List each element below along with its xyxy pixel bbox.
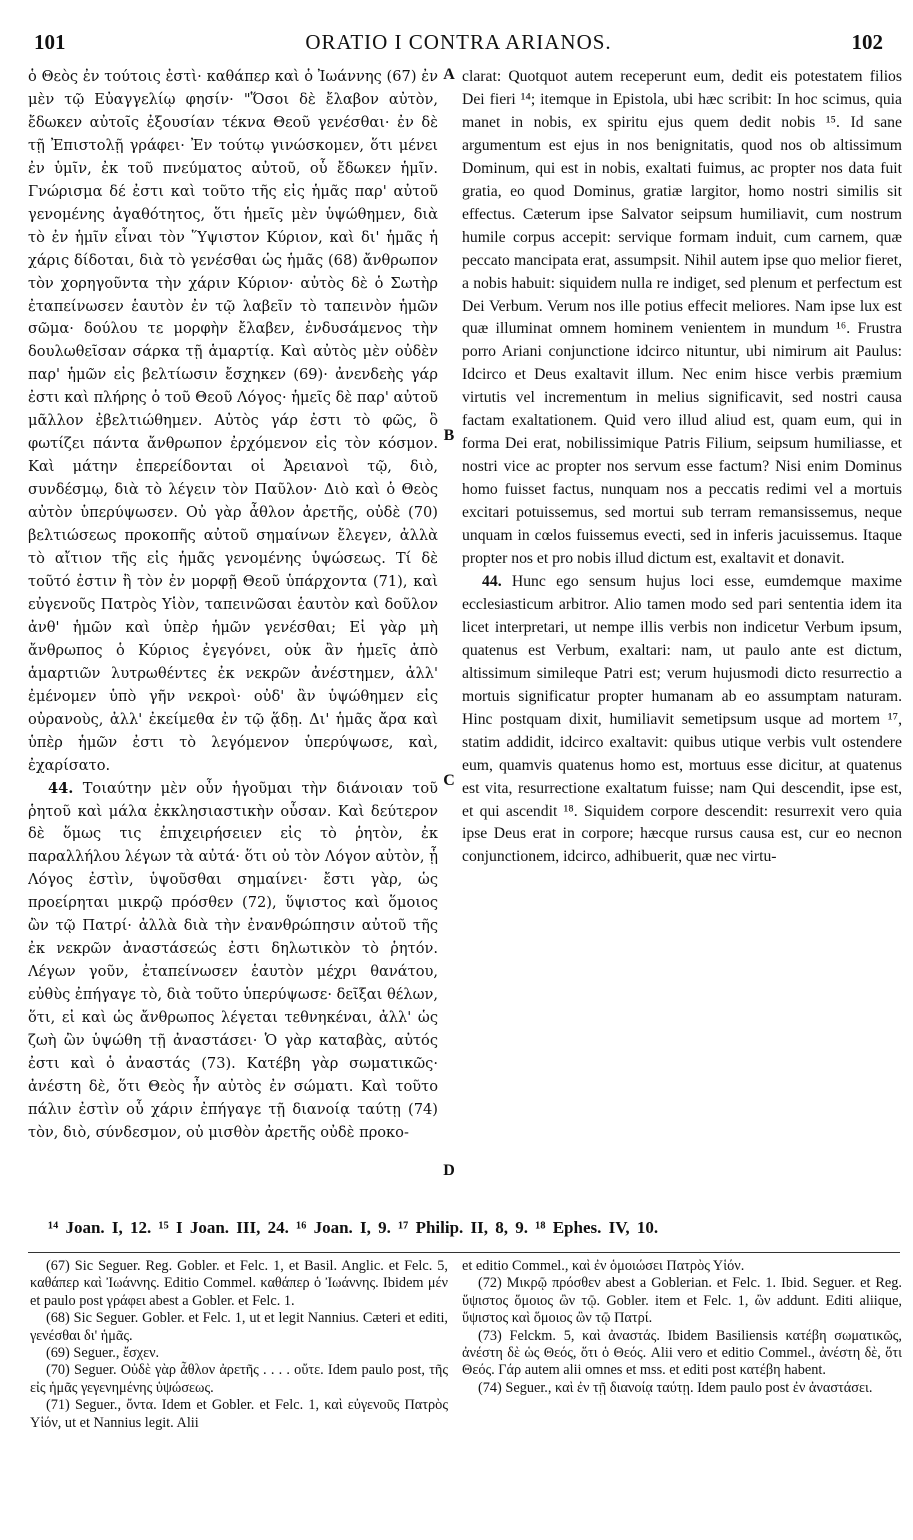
margin-marker-d: D [443, 1162, 455, 1179]
greek-text-column [28, 66, 438, 1214]
footnote-divider [28, 1252, 900, 1253]
critical-note: et editio Commel., καὶ ἐν ὁμοιώσει Πατρὸς Υἱόν. [462, 1258, 745, 1274]
critical-note: (73) Felckm. 5, καὶ ἀναστάς. Ibidem Basiliensis κατέβη σωματικῶς, ἀνέστη δὲ ὡς Θεός, ὅτι ὁ Θεός. Alii vero et editio Commel., ἀνέστη δὲ, ὅτι Θεός. Γάρ autem alii omnes et mss. et editi post κατέβη habent. [462, 1327, 902, 1379]
critical-notes-right [462, 1258, 902, 1530]
greek-paragraph-2 [28, 778, 438, 1145]
critical-note: (74) Seguer., καὶ ἐν τῇ διανοίᾳ ταύτῃ. Idem paulo post ἐν ἀναστάσει. [478, 1379, 873, 1396]
critical-note: (69) Seguer., ἔσχεν. [46, 1345, 160, 1362]
latin-paragraph-2-text: Hunc ego sensum hujus loci esse, eumdemque maxime ecclesiasticum arbitror. Alio tamen modo sed pari sententia idem ita licet interpretari, ut nempe illis verbis non indicetur Verbum ipsum, quatenus est Verbum, exaltari: nam, ut paulo ante est dictum, altissimum simileque Patri est; verum hujusmodi dicto resurrectio a mortuis significatur propter humanam ab eo assumptam naturam. Hinc postquam dixit, humiliavit semetipsum usque ad mortem ¹⁷, statim addidit, idcirco exaltavit: quibus utique verbis vult ostendere eum, quamvis quatenus homo est, mortuus esse dicitur, at quatenus est vita, resurrectione exaltatum fuisse; nam Qui descendit, ipse est, et qui ascendit ¹⁸. Siquidem corpore descendit: resurrexit vero quia ipse Deus erat in corpore; hæcque rursus causa est, cur eo necnon conjunctionem, idcirco, adhibuerit, quæ nec virtu- [462, 572, 902, 866]
greek-section-number: 44. [48, 779, 74, 797]
critical-note: (72) Μικρῷ πρόσθεν abest a Goblerian. et Felc. 1. Ibid. Seguer. et Reg. ὕψιστος ὅμοιος ὢν τῷ. Gobler. item et Felc. 1, ὢν addunt. Editi aliique, ὕψιστος καὶ ὅμοιος ὢν τῷ Πατρί. [462, 1275, 902, 1327]
scripture-references: ¹⁴ Joan. I, 12. ¹⁵ I Joan. III, 24. ¹⁶ Joan. I, 9. ¹⁷ Philip. II, 8, 9. ¹⁸ Ephes. IV, 10. [48, 1218, 659, 1237]
greek-paragraph-2-text: Τοιαύτην μὲν οὖν ἡγοῦμαι τὴν διάνοιαν τοῦ ῥητοῦ καὶ μάλα ἐκκλησιαστικὴν οὖσαν. Καὶ δεύτερον δὲ ὅμως τις ἐπιχειρήσειεν εἰς τὸ ῥητὸν, ἐκ παραλλήλου λέγων τὰ αὐτά· ὅτι οὐ τὸν Λόγον αὐτὸν, ᾗ Λόγος ἐστὶν, ὑψοῦσθαι σημαίνει· ἔστι γὰρ, ὡς προείρηται μικρῷ πρόσθεν (72), ὕψιστος καὶ ὅμοιος ὢν τῷ Πατρί· ἀλλὰ διὰ τὴν ἐνανθρώπησιν αὐτοῦ τῆς ἐκ νεκρῶν ἀναστάσεώς ἐστι δηλωτικὸν τὸ ῥητόν. Λέγων γοῦν, ἐταπείνωσεν ἑαυτὸν μέχρι θανάτου, εὐθὺς ἐπήγαγε τὸ, διὰ τοῦτο ὑπερύψωσε· δεῖξαι θέλων, ὅτι, εἰ καὶ ὡς ἄνθρωπος λέγεται τεθνηκέναι, ἀλλ' ὡς ζωὴ ὢν ὑψώθη τῇ ἀναστάσει· Ὁ γὰρ καταβὰς, αὐτός ἐστι καὶ ὁ ἀναστάς (73). Κατέβη γὰρ σωματικῶς· ἀνέστη δὲ, ὅτι Θεὸς ἦν αὐτὸς ἐν σώματι. Καὶ τοῦτο πάλιν ἐστὶν οὗ χάριν ἐπήγαγε τῇ διανοίᾳ ταύτῃ (74) τὸν, διὸ, σύνδεσμον, οὐ μισθὸν ἀρετῆς οὐδὲ προκο- [28, 779, 438, 1141]
critical-note: (67) Sic Seguer. Reg. Gobler. et Felc. 1, et Basil. Anglic. et Felc. 5, καθάπερ καὶ Ἰωάννης. Editio Commel. καθάπερ ὁ Ἰωάννης. Ibidem μέν et paulo post γράφει abest a Gobler. et Felc. 1. [30, 1258, 448, 1309]
margin-marker-b: B [443, 427, 455, 444]
latin-text-column [462, 66, 902, 1214]
critical-note: (68) Sic Seguer. Gobler. et Felc. 1, ut et legit Nannius. Cæteri et editi, γενέσθαι δι' ἡμᾶς. [30, 1310, 448, 1344]
greek-paragraph-1: ὁ Θεὸς ἐν τούτοις ἐστὶ· καθάπερ καὶ ὁ Ἰωάννης (67) ἐν μὲν τῷ Εὐαγγελίῳ φησίν· "Ὅσοι δὲ ἔλαβον αὐτὸν, ἔδωκεν αὐτοῖς ἐξουσίαν τέκνα Θεοῦ γενέσθαι· ἐν δὲ τῇ Ἐπιστολῇ γράφει· Ἐν τούτῳ γινώσκομεν, ὅτι μένει ἐν ὑμῖν, ἐκ τοῦ πνεύματος αὐτοῦ, οὗ ἔδωκεν ἡμῖν. Γνώρισμα δέ ἐστι καὶ τοῦτο τῆς εἰς ἡμᾶς παρ' αὐτοῦ γενομένης ἀγαθότητος, ὅτι ἡμεῖς μὲν ὑψώθημεν, διὰ τὸ ἐν ἡμῖν εἶναι τὸν Ὕψιστον Κύριον, καὶ δι' ἡμᾶς ἡ χάρις δίδοται, διὰ τὸ γενέσθαι ὡς ἡμᾶς (68) ἄνθρωπον τὸν χορηγοῦντα τὴν χάριν Κύριον· αὐτὸς δὲ ὁ Σωτὴρ ἐταπείνωσεν ἑαυτὸν ἐν τῷ λαβεῖν τὸ ταπεινὸν ἡμῶν σῶμα· δούλου τε μορφὴν ἔλαβεν, ἐνδυσάμενος τὴν δουλωθεῖσαν σάρκα τῇ ἁμαρτίᾳ. Καὶ αὐτὸς μὲν οὐδὲν παρ' ἡμῶν εἰς βελτίωσιν ἔσχηκεν (69)· ἀνενδεὴς γάρ ἐστι καὶ πλήρης ὁ τοῦ Θεοῦ Λόγος· ἡμεῖς δὲ παρ' αὐτοῦ μᾶλλον ἐβελτιώθημεν. Αὐτὸς γάρ ἐστι τὸ φῶς, ὃ φωτίζει πάντα ἄνθρωπον ἐρχόμενον εἰς τὸν κόσμον. Καὶ μάτην ἐπερείδονται οἱ Ἀρειανοὶ τῷ, διὸ, συνδέσμῳ, διὰ τὸ λέγειν τὸν Παῦλον· Διὸ καὶ ὁ Θεὸς αὐτὸν ὑπερύψωσεν. Οὐ γὰρ ἆθλον ἀρετῆς, οὐδὲ (70) βελτιώσεως προκοπῆς αὐτοῦ σημαίνων ἔλεγεν, ἀλλὰ τὸ αἴτιον τῆς εἰς ἡμᾶς γενομένης ὑψώσεως. Τί δὲ τοῦτό ἐστιν ἢ τὸν ἐν μορφῇ Θεοῦ ὑπάρχοντα (71), καὶ εὐγενοῦς Πατρὸς Υἱὸν, ταπεινῶσαι ἑαυτὸν καὶ δοῦλον ἀνθ' ἡμῶν καὶ ὑπὲρ ἡμῶν γενέσθαι; Εἰ γὰρ μὴ ἄνθρωπος ὁ Κύριος ἐγεγόνει, οὐκ ἂν ἡμεῖς ἀπὸ ἁμαρτιῶν λυτρωθέντες ἐκ νεκρῶν ἀνέστημεν, ἀλλ' ἐμένομεν ὑπὸ γῆν νεκροὶ· οὐδ' ἂν ὑψώθημεν εἰς οὐρανοὺς, ἀλλ' ἐκείμεθα ἐν τῷ ᾅδῃ. Δι' ἡμᾶς ἄρα καὶ ὑπὲρ ἡμῶν ἐστι τὸ λεγόμενον ὑπερύψωσε, καὶ, ἐχαρίσατο. [28, 68, 438, 774]
margin-marker-c: C [443, 772, 455, 789]
critical-note: (71) Seguer., ὄντα. Idem et Gobler. et Felc. 1, καὶ εὐγενοῦς Πατρὸς Υἱόν, ut et Nannius legit. Alii [30, 1397, 448, 1431]
latin-paragraph-2 [462, 571, 902, 869]
page-number-right: 102 [851, 30, 883, 54]
running-header [34, 30, 883, 56]
critical-note: (70) Seguer. Οὐδὲ γὰρ ἆθλον ἀρετῆς . . . . οὔτε. Idem paulo post, τῆς εἰς ἡμᾶς γεγενημένης ὑψώσεως. [30, 1362, 448, 1396]
latin-paragraph-1: clarat: Quotquot autem receperunt eum, dedit eis potestatem filios Dei fieri ¹⁴; itemque in Epistola, ubi hæc scribit: In hoc scimus, quia manet in nobis, ex spiritu ejus quem dedit nobis ¹⁵. Id sane argumentum est ejus in nos benignitatis, quod nos ob altissimum Dominum, qui est in nobis, exaltati fuimus, ac propter nos data fuit gratia, eo quod Dominus, gratiæ largitor, homo nostri similis sit effectus. Cæterum ipse Salvator seipsum humiliavit, cum nostrum humile corpus accepit: servique formam induit, cum carnem, quæ peccato mancipata erat, assumpsit. Nihil autem ipse quo melior fieret, a nobis habuit: siquidem nulla re indiget, sed plenum et perfectum est Dei Verbum. Verum nos ille potius effecit meliores. Nam ipse lux est quæ illuminat omnem hominem venientem in mundum ¹⁶. Frustra porro Ariani conjunctione idcirco nituntur, ubi nimirum ait Paulus: Idcirco et Deus exaltavit illum. Nec enim hisce verbis præmium virtutis vel incrementum in melius significavit, sed nostri causa factam exaltationem. Quid vero illud aliud est, quam eum, qui in forma Dei erat, nobilissimique Patris Filium, seipsum humiliasse, et nostri vice ac propter nos servum esse factum? Nisi enim Dominus homo fuisset factus, nunquam nos a peccatis redimi vel a mortuis excitari potuissemus, sed mortui sub terram remansissemus, neque unquam in cœlos fuissemus evecti, sed in inferis jacuissemus. Itaque propter nos et pro nobis illud dictum est, exaltavit et donavit. [462, 68, 902, 568]
critical-notes-left [30, 1258, 448, 1530]
running-title: ORATIO I CONTRA ARIANOS. [305, 30, 612, 54]
margin-marker-a: A [443, 66, 455, 83]
latin-section-number: 44. [482, 572, 502, 590]
page-number-left: 101 [34, 30, 66, 54]
